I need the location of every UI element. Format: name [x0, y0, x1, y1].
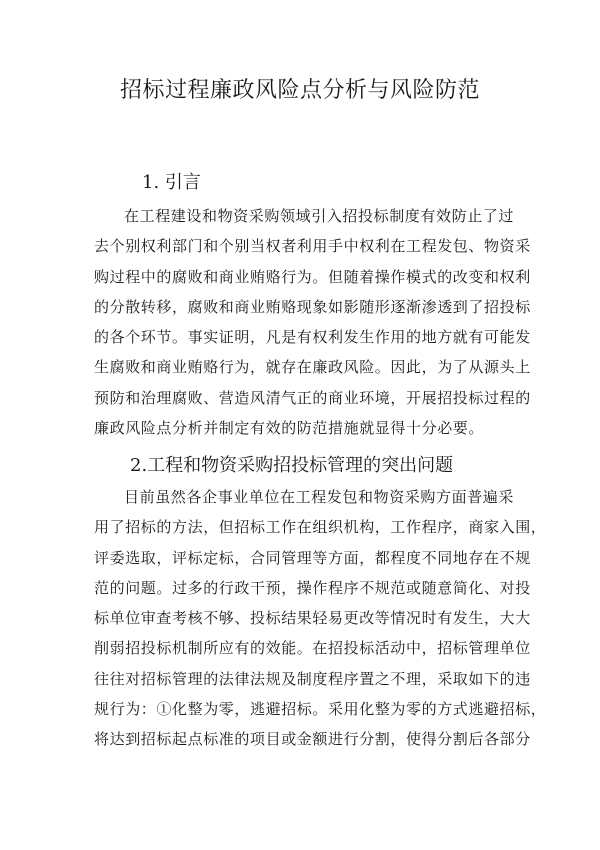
paragraph-line: 往往对招标管理的法律法规及制度程序置之不理，采取如下的违: [94, 669, 531, 688]
section-heading-introduction: 1. 引言: [142, 172, 201, 193]
paragraph-line: 标单位审查考核不够、投标结果轻易更改等情况时有发生，大大: [94, 609, 531, 628]
paragraph-line: 购过程中的腐败和商业贿赂行为。但随着操作模式的改变和权利: [94, 267, 531, 286]
paragraph-line: 生腐败和商业贿赂行为，就存在廉政风险。因此，为了从源头上: [94, 358, 531, 377]
document-title: 招标过程廉政风险点分析与风险防范: [119, 78, 480, 103]
paragraph-line: 将达到招标起点标准的项目或金额进行分割，使得分割后各部分: [94, 730, 531, 749]
paragraph-line: 评委选取，评标定标，合同管理等方面，都程度不同地存在不规: [94, 548, 531, 567]
paragraph-line: 的各个环节。事实证明，凡是有权利发生作用的地方就有可能发: [94, 328, 531, 347]
paragraph-line: 范的问题。过多的行政干预，操作程序不规范或随意简化、对投: [94, 578, 531, 597]
paragraph-line: 的分散转移，腐败和商业贿赂现象如影随形逐渐渗透到了招投标: [94, 297, 531, 316]
section-heading-problems: 2.工程和物资采购招投标管理的突出问题: [130, 455, 454, 476]
paragraph-line: 在工程建设和物资采购领域引入招投标制度有效防止了过: [124, 207, 515, 225]
paragraph-line: 预防和治理腐败、营造风清气正的商业环境，开展招投标过程的: [94, 388, 531, 407]
paragraph-line: 目前虽然各企事业单位在工程发包和物资采购方面普遍采: [124, 488, 515, 506]
paragraph-line: 用了招标的方法，但招标工作在组织机构，工作程序，商家入围，: [94, 518, 547, 537]
paragraph-line: 削弱招投标机制所应有的效能。在招投标活动中，招标管理单位: [94, 639, 531, 658]
section-problems-paragraph: [94, 482, 547, 755]
paragraph-line: 规行为：①化整为零，逃避招标。采用化整为零的方式逃避招标，: [94, 700, 547, 719]
section-introduction-paragraph: [94, 201, 531, 443]
paragraph-line: 廉政风险点分析并制定有效的防范措施就显得十分必要。: [94, 419, 485, 438]
paragraph-line: 去个别权利部门和个别当权者利用手中权利在工程发包、物资采: [94, 237, 531, 256]
